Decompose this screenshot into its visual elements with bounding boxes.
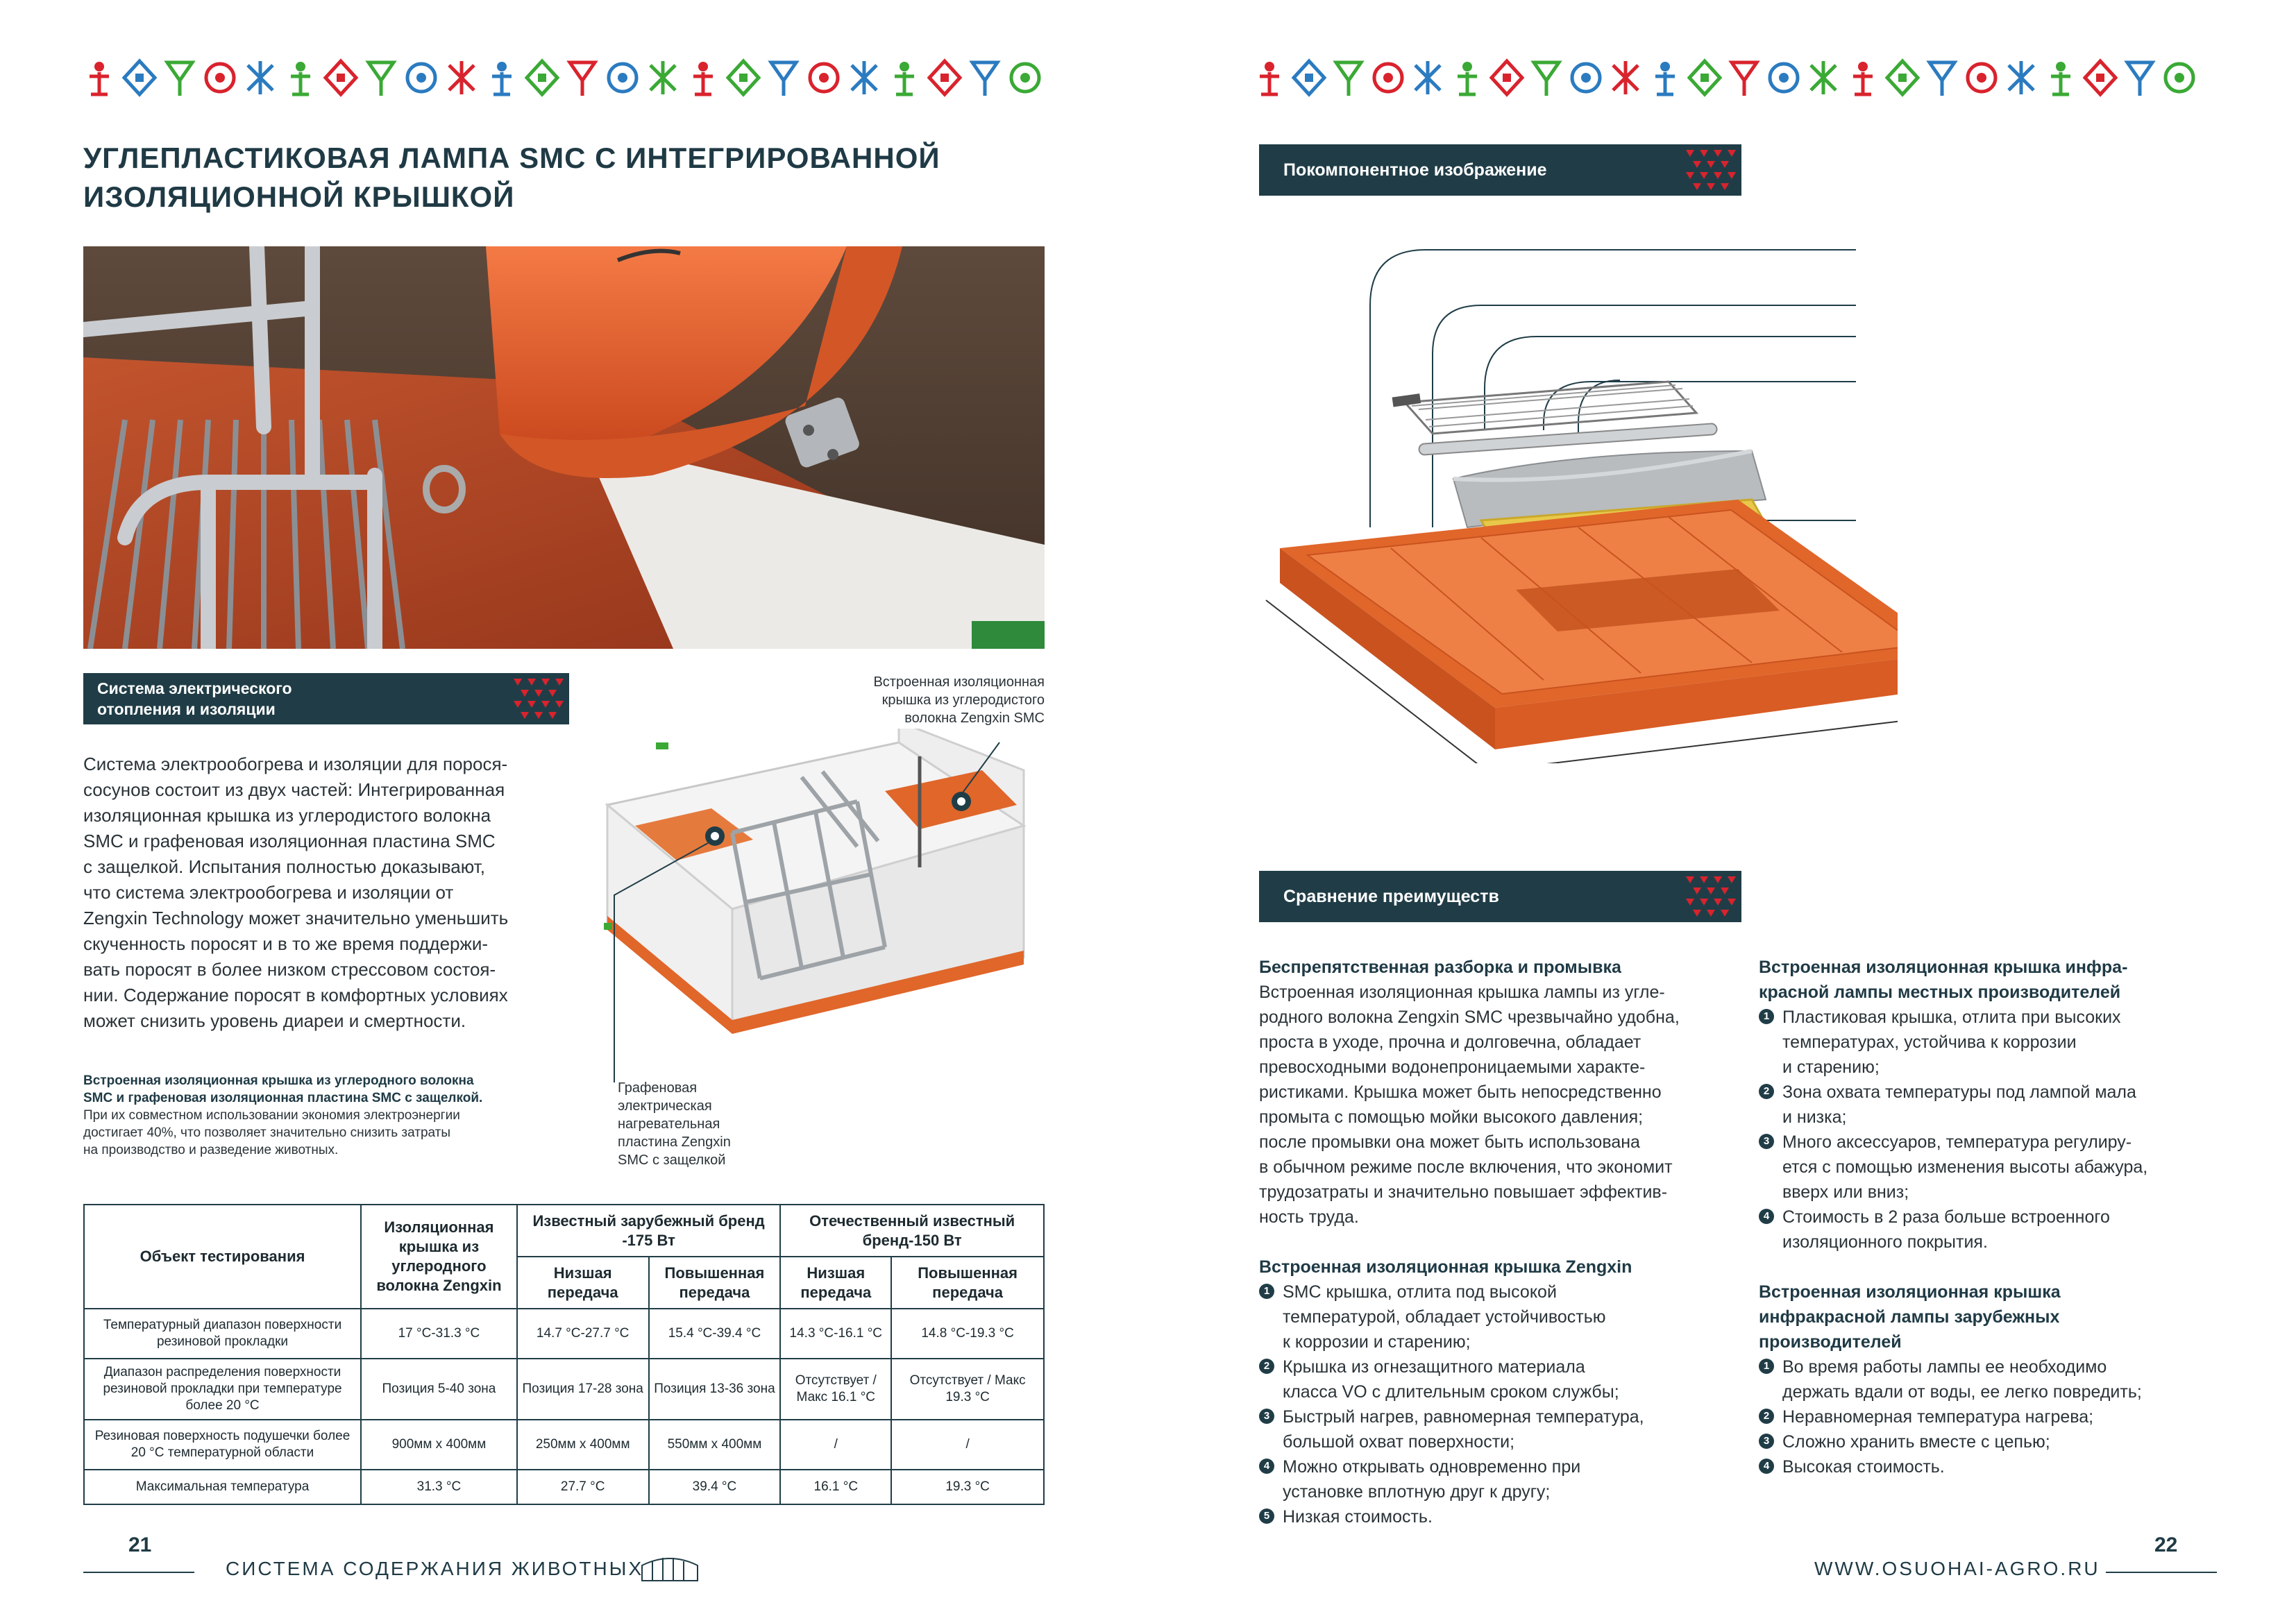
note-line: на производство и разведение животных. [83,1143,339,1157]
intro-line: может снизить уровень диареи и смертности. [83,1010,466,1031]
ornament-glyph-icon [1492,61,1522,94]
ornament-glyph-icon [1655,62,1675,94]
col1-line: Встроенная изоляционная крышка лампы из угле- [1259,983,1665,1002]
ornament-glyph-icon [852,61,877,94]
list-item-line: Высокая стоимость. [1782,1457,1945,1477]
page-number-right: 22 [2154,1533,2178,1556]
list-item [1759,1354,2231,1404]
list-item [1759,1080,2231,1130]
col1-line: превосходными водонепроницаемыми характе- [1259,1057,1646,1077]
list-item-line: класса VO с длительным сроком службы; [1283,1382,1619,1402]
value-cell: Отсутствует / Макс 16.1 °C [780,1359,891,1420]
ornament-glyph-icon [206,64,234,92]
section-band-exploded [1259,144,1741,196]
col1-line: ность труда. [1259,1207,1359,1227]
note-bold-1: Встроенная изоляционная крышка из углеродного волокна [83,1073,474,1088]
value-cell: 27.7 °C [517,1470,649,1504]
band-compare-label: Сравнение преимуществ [1283,886,1499,906]
table-row [84,1470,1044,1504]
lamp-photo [83,246,1045,649]
list-item-line: Сложно хранить вместе с цепью; [1782,1432,2050,1452]
table-row [84,1309,1044,1359]
barn-icon [639,1552,701,1582]
value-cell: 250мм x 400мм [517,1420,649,1470]
value-cell: 31.3 °C [361,1470,517,1504]
col2-heading-line: Встроенная изоляционная крышка инфра- [1759,958,2128,977]
list-item-line: Крышка из огнезащитного материала [1283,1357,1585,1377]
col1-line: в обычном режиме после включения, что экономит [1259,1157,1673,1177]
row-label-cell: Максимальная температура [84,1470,361,1504]
list-item [1759,1205,2231,1255]
band-line-1: Система электрического [97,679,292,697]
list-item-line: Зона охвата температуры под лампой мала [1782,1082,2136,1102]
list-item [1759,1454,2231,1479]
col1-line: ристиками. Крышка может быть непосредственно [1259,1082,1662,1102]
ornament-glyph-icon [326,61,356,94]
col2-heading2-line: производителей [1759,1332,1902,1352]
value-cell: 39.4 °C [649,1470,781,1504]
advantages-col-1 [1259,955,1731,1529]
comparison-table [83,1204,1045,1505]
value-cell: / [780,1420,891,1470]
ornament-glyph-icon [2166,64,2193,92]
number-badge-icon: 4 [1759,1209,1774,1224]
th-cover: Изоляционная крышка из углеродного волокна Zengxin [361,1205,517,1309]
ornament-glyph-icon [1294,61,1324,94]
value-cell: 14.8 °C-19.3 °C [891,1309,1044,1359]
col1-heading2: Встроенная изоляционная крышка Zengxin [1259,1257,1632,1277]
ornament-glyph-icon [2051,62,2070,94]
th-low-2: Низшая передача [780,1257,891,1309]
page-number-left: 21 [128,1533,152,1556]
table-row [84,1359,1044,1420]
table-row [84,1420,1044,1470]
ornament-glyph-icon [492,62,512,94]
ornament-glyph-icon [1534,62,1559,96]
ornament-glyph-icon [1572,64,1600,92]
band-line-2: отопления и изоляции [97,700,276,718]
th-domestic: Отечественный известный бренд-150 Вт [780,1205,1044,1257]
value-cell: 14.7 °C-27.7 °C [517,1309,649,1359]
footer-rule-right [2106,1572,2217,1573]
col1-line: проста в уходе, прочна и долговечна, обладает [1259,1033,1641,1052]
list-item-line: ется с помощью изменения высоты абажура, [1782,1157,2148,1177]
intro-line: Zengxin Technology может значительно уменьшить [83,908,509,928]
ornament-glyph-icon [1374,64,1402,92]
value-cell: 17 °C-31.3 °C [361,1309,517,1359]
note-line: При их совместном использовании экономия электроэнергии [83,1108,460,1123]
callout-line: Встроенная изоляционная [873,674,1045,690]
ornament-glyph-icon [1011,64,1039,92]
col1-line: родного волокна Zengxin SMC чрезвычайно удобна, [1259,1008,1680,1027]
ornament-glyph-icon [1811,61,1836,94]
list-item [1259,1504,1731,1529]
list-item-line: Быстрый нагрев, равномерная температура, [1283,1407,1644,1427]
value-cell: 15.4 °C-39.4 °C [649,1309,781,1359]
list-item [1259,1404,1731,1454]
number-badge-icon: 2 [1259,1359,1274,1374]
value-cell: 900мм x 400мм [361,1420,517,1470]
intro-line: что система электрообогрева и изоляции от [83,882,454,903]
intro-line: SMC и графеновая изоляционная пластина SMC [83,831,496,851]
ornament-glyph-icon [90,62,109,94]
ornament-glyph-icon [291,62,310,94]
value-cell: Отсутствует / Макс 19.3 °C [891,1359,1044,1420]
ornament-glyph-icon [810,64,838,92]
list-item [1759,1005,2231,1080]
th-high-2: Повышенная передача [891,1257,1044,1309]
th-low-1: Низшая передача [517,1257,649,1309]
intro-line: изоляционная крышка из углеродистого волокна [83,805,491,826]
list-item-line: вверх или вниз; [1782,1182,1909,1202]
number-badge-icon: 4 [1759,1459,1774,1474]
band-exploded-label: Покомпонентное изображение [1283,160,1547,180]
value-cell: Позиция 5-40 зона [361,1359,517,1420]
list-item-line: Стоимость в 2 раза больше встроенного [1782,1207,2110,1227]
number-badge-icon: 3 [1759,1134,1774,1149]
right-page [1148,0,2296,1623]
ornament-glyph-icon [1458,62,1477,94]
callout-line: SMC с защелкой [618,1153,726,1168]
callout-line: крышка из углеродистого [881,692,1045,708]
footer-url[interactable]: WWW.OSUOHAI-AGRO.RU [1814,1558,2100,1579]
callout-line: электрическая [618,1098,712,1114]
ornament-glyph-icon [167,62,192,96]
row-label-cell: Температурный диапазон поверхности резиновой прокладки [84,1309,361,1359]
list-item-line: температурах, устойчива к коррозии [1782,1033,2077,1052]
list-item-line: Во время работы лампы ее необходимо [1782,1357,2107,1377]
value-cell: 550мм x 400мм [649,1420,781,1470]
list-item-line: Неравномерная температура нагрева; [1782,1407,2094,1427]
ornament-glyph-icon [929,61,960,94]
ornament-glyph-icon [1887,61,1918,94]
ornament-row-right [1252,57,2210,101]
number-badge-icon: 4 [1259,1459,1274,1474]
ornament-glyph-icon [248,61,273,94]
ornament-glyph-icon [1732,62,1757,96]
ornament-glyph-icon [1260,62,1279,94]
number-badge-icon: 3 [1759,1434,1774,1449]
ornament-glyph-icon [972,62,997,96]
ornament-glyph-icon [369,62,394,96]
ornament-glyph-icon [407,64,435,92]
number-badge-icon: 1 [1759,1009,1774,1024]
note-line: достигает 40%, что позволяет значительно снизить затраты [83,1125,451,1140]
ornament-glyph-icon [609,64,636,92]
row-label-cell: Диапазон распределения поверхности резиновой прокладки при температуре более 20 °C [84,1359,361,1420]
ornament-glyph-icon [2085,61,2116,94]
ornament-glyph-icon [1853,62,1873,94]
ornament-glyph-icon [570,62,595,96]
intro-line: сосунов состоит из двух частей: Интегрированная [83,779,505,800]
row-label-cell: Резиновая поверхность подушечки более 20 °C температурной области [84,1420,361,1470]
th-foreign: Известный зарубежный бренд -175 Вт [517,1205,781,1257]
ornament-glyph-icon [124,61,155,94]
callout-line: Графеновая [618,1080,698,1096]
ornament-glyph-icon [527,61,557,94]
intro-line: с защелкой. Испытания полностью доказывают, [83,856,485,877]
ornament-glyph-icon [1689,61,1720,94]
list-item [1259,1354,1731,1404]
ornament-glyph-icon [1968,64,1995,92]
title-line-1: УГЛЕПЛАСТИКОВАЯ ЛАМПА SMC С ИНТЕГРИРОВАННОЙ [83,142,940,174]
energy-note [83,1072,583,1159]
ornament-row-left [82,57,1061,101]
intro-line: нии. Содержание поросят в комфортных условиях [83,985,508,1005]
section-band-heating [83,673,569,724]
advantages-col-2 [1759,955,2231,1479]
intro-paragraph [83,751,562,1034]
note-bold-2: SMC и графеновая изоляционная пластина SMC с защелкой. [83,1091,483,1105]
col1-heading: Беспрепятственная разборка и промывка [1259,958,1621,977]
page-title [83,139,986,216]
th-high-1: Повышенная передача [649,1257,781,1309]
value-cell: 16.1 °C [780,1470,891,1504]
table-header-row [84,1205,1044,1257]
ornament-glyph-icon [650,61,675,94]
value-cell: / [891,1420,1044,1470]
list-item-line: большой охват поверхности; [1283,1432,1515,1452]
triangle-pattern-icon [1679,871,1741,922]
list-item-line: Низкая стоимость. [1283,1507,1433,1527]
number-badge-icon: 3 [1259,1409,1274,1424]
number-badge-icon: 1 [1259,1284,1274,1299]
list-item-line: изоляционного покрытия. [1782,1232,1988,1252]
value-cell: Позиция 13-36 зона [649,1359,781,1420]
th-object: Объект тестирования [84,1205,361,1309]
list-item-line: температурой, обладает устойчивостью [1283,1307,1606,1327]
callout-line: волокна Zengxin SMC [904,711,1045,726]
col2-heading2-line: инфракрасной лампы зарубежных [1759,1307,2060,1327]
col1-line: после промывки она может быть использована [1259,1132,1640,1152]
ornament-glyph-icon [449,61,474,94]
footer-rule-left [83,1572,194,1573]
value-cell: 19.3 °C [891,1470,1044,1504]
list-item [1259,1280,1731,1354]
col2-heading2-line: Встроенная изоляционная крышка [1759,1282,2061,1302]
number-badge-icon: 5 [1259,1509,1274,1524]
ornament-glyph-icon [771,62,796,96]
ornament-glyph-icon [1930,62,1955,96]
number-badge-icon: 2 [1759,1409,1774,1424]
list-item-line: и низка; [1782,1107,1847,1127]
number-badge-icon: 1 [1759,1359,1774,1374]
footer-title: СИСТЕМА СОДЕРЖАНИЯ ЖИВОТНЫХ [226,1558,644,1579]
ornament-glyph-icon [1770,64,1798,92]
value-cell: 14.3 °C-16.1 °C [780,1309,891,1359]
callout-line: нагревательная [618,1116,720,1132]
ornament-glyph-icon [693,62,713,94]
ornament-glyph-icon [1613,61,1638,94]
triangle-pattern-icon [507,673,569,724]
ornament-glyph-icon [728,61,759,94]
list-item-line: и старению; [1782,1057,1880,1077]
exploded-lamp-diagram [1252,222,1898,763]
intro-line: скученность поросят и в то же время поддержи- [83,933,489,954]
col1-line: промыта с помощью мойки высокого давления; [1259,1107,1644,1127]
list-item-line: SMC крышка, отлита под высокой [1283,1282,1557,1302]
ornament-glyph-icon [1336,62,1361,96]
callout-cover [822,673,1045,727]
list-item-line: к коррозии и старению; [1283,1332,1471,1352]
callout-line: пластина Zengxin [618,1135,731,1150]
farrowing-pen-illustration [593,729,1045,1089]
list-item-line: Много аксессуаров, температура регулиру- [1782,1132,2132,1152]
intro-line: Система электрообогрева и изоляции для порося- [83,754,508,774]
section-band-compare [1259,871,1741,922]
list-item-line: Пластиковая крышка, отлита при высоких [1782,1008,2121,1027]
callout-plate [618,1079,798,1169]
list-item [1759,1404,2231,1429]
list-item [1759,1429,2231,1454]
title-line-2: ИЗОЛЯЦИОННОЙ КРЫШКОЙ [83,180,515,213]
number-badge-icon: 2 [1759,1084,1774,1099]
ornament-glyph-icon [2009,61,2034,94]
col1-line: трудозатраты и значительно повышает эффектив- [1259,1182,1668,1202]
ornament-glyph-icon [895,62,914,94]
list-item [1759,1130,2231,1205]
col2-heading-line: красной лампы местных производителей [1759,983,2121,1002]
ornament-glyph-icon [1415,61,1440,94]
list-item-line: Можно открывать одновременно при [1283,1457,1581,1477]
value-cell: Позиция 17-28 зона [517,1359,649,1420]
intro-line: вать поросят в более низком стрессовом состоя- [83,959,496,980]
list-item-line: установке вплотную друг к другу; [1283,1482,1551,1502]
list-item [1259,1454,1731,1504]
list-item-line: держать вдали от воды, ее легко повредить; [1782,1382,2142,1402]
ornament-glyph-icon [2127,62,2152,96]
triangle-pattern-icon [1679,144,1741,196]
